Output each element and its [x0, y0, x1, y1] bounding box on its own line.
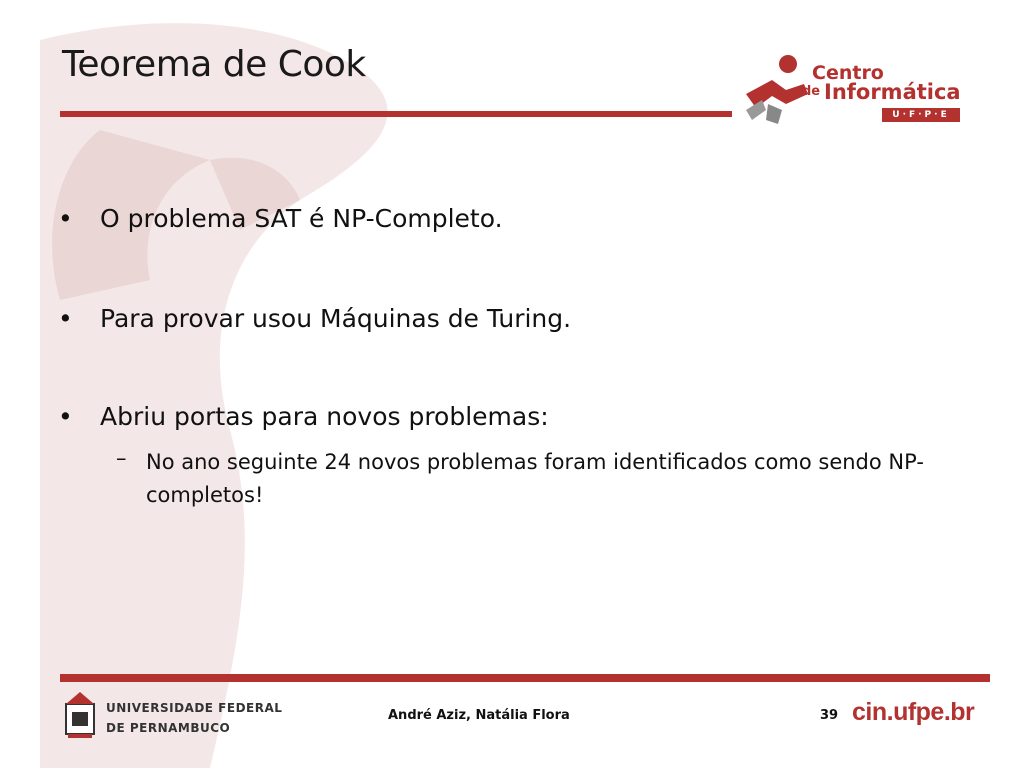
- footer-rule: [60, 674, 990, 682]
- bullet-text: Abriu portas para novos problemas:: [100, 402, 549, 431]
- page-number: 39: [820, 708, 839, 723]
- bullet-dot: •: [58, 402, 73, 431]
- cin-logo-ufpe-tag: U·F·P·E: [882, 108, 960, 122]
- sub-bullet-dash: –: [116, 446, 127, 470]
- bullet-dot: •: [58, 304, 73, 333]
- cin-logo: [742, 50, 968, 126]
- title-underline: [60, 111, 732, 117]
- slide-title: Teorema de Cook: [62, 44, 366, 85]
- university-name: [106, 698, 282, 738]
- footer-authors: André Aziz, Natália Flora: [388, 708, 570, 723]
- bullet-dot: •: [58, 204, 73, 233]
- bullet-text: Para provar usou Máquinas de Turing.: [100, 304, 572, 333]
- cin-logo-de: de: [802, 84, 821, 99]
- cin-url-logo: cin.ufpe.br: [852, 698, 975, 726]
- cin-logo-centro: Centro: [812, 62, 884, 84]
- sub-bullet-text: No ano seguinte 24 novos problemas foram identificados como sendo NP-completos!: [146, 450, 924, 507]
- cin-logo-informatica: Informática: [824, 80, 961, 104]
- bullet-text: O problema SAT é NP-Completo.: [100, 204, 503, 233]
- university-name-line1: UNIVERSIDADE FEDERAL: [106, 701, 283, 715]
- ufpe-crest-icon: [62, 690, 98, 740]
- university-name-line2: DE PERNAMBUCO: [106, 721, 231, 735]
